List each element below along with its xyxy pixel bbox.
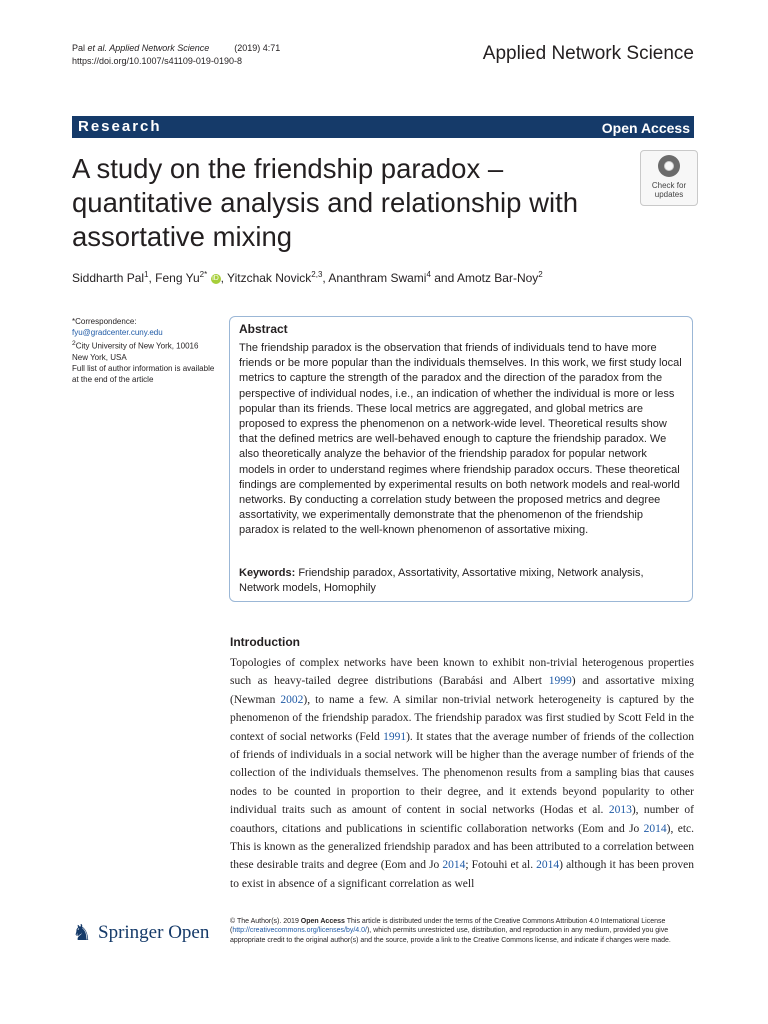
- citation-link[interactable]: 1991: [383, 730, 407, 743]
- keywords-list: Friendship paradox, Assortativity, Assortative mixing, Network analysis, Network models, Homophily: [239, 567, 644, 595]
- brand-open: Open: [163, 922, 210, 943]
- affiliation-line: New York, USA: [72, 352, 127, 362]
- body-text: ) although it has been proven to exist in absence of a significant correlation as well: [230, 859, 694, 890]
- badge-line1: Check for: [651, 181, 687, 190]
- author-name: Ananthram Swami: [328, 271, 427, 285]
- author-affiliation: 2,3: [311, 270, 323, 279]
- citation-link[interactable]: 2014: [536, 859, 560, 872]
- license-text: © The Author(s). 2019: [230, 918, 301, 925]
- author-name: Feng Yu: [155, 271, 200, 285]
- author-list: Siddharth Pal$^1$, Feng $Yu^{2*}$ iD , Yitzchak Novick$^{2,3}$, Ananthram Swami$^4$ and Amotz Bar-Noy$^2$: [72, 270, 543, 285]
- affiliation-line: City University of New York, 10016: [75, 341, 199, 351]
- body-text: Topologies of complex networks have been known to exhibit non-trivial heterogenous properties such as heavy-tailed degree distributions (Barabási and Albert: [230, 657, 694, 688]
- affiliation-number: 2: [72, 340, 76, 347]
- license-url-link[interactable]: http://creativecommons.org/licenses/by/4.0/: [232, 927, 367, 935]
- email-link[interactable]: fyu@gradcenter.cuny.edu: [72, 328, 163, 337]
- license-text: ), which permits unrestricted use, distribution, and reproduction in any medium, provided you give appropriate credit to the original author(s) and the source, provide a link to the Creative Commons license, and indicate if changes were made.: [230, 927, 671, 944]
- body-text: ). It states that the average number of friends of the collection of friends of individuals in a social network will be higher than the average number of friends of the collection of the individuals themselves. The phenomenon results from a sampling bias that causes nodes to be counted in proportion to their degree, and it extends beyond popularity to other individual traits such as amount of content in social networks (Hodas et al.: [230, 730, 695, 817]
- running-citation: [72, 42, 280, 68]
- correspondence-block: [72, 316, 222, 385]
- article-type-bar: [72, 116, 694, 138]
- citation-link[interactable]: 1999: [548, 675, 572, 688]
- body-text: ), to name a few. A similar non-trivial network heterogeneity is captured by the phenomenon of the friendship paradox. The friendship paradox was first studied by Scott Feld in the context of social networks (Feld: [230, 693, 695, 743]
- doi-link[interactable]: https://doi.org/10.1007/s41109-019-0190-8: [72, 56, 242, 66]
- journal-name: Applied Network Science: [482, 43, 694, 64]
- article-title: A study on the friendship paradox – quantitative analysis and relationship with assortative mixing: [72, 153, 578, 252]
- check-for-updates-badge[interactable]: [640, 150, 698, 206]
- orcid-icon[interactable]: iD: [212, 274, 219, 282]
- body-text: ), number of coauthors, citations and publications in scientific collaboration networks (Eom and Jo: [230, 804, 694, 835]
- article-type-label: Research: [78, 118, 162, 135]
- open-access-label: Open Access: [601, 120, 690, 136]
- abstract-text: The friendship paradox is the observation that friends of individuals tend to have more friends or be more popular than the individuals themselves. In this work, we first study local metrics to capture the strength of the paradox and the direction of the paradox from the perspective of individual nodes, i.e., an indication of whether the individual is more or less popular than its friends. These local metrics are aggregated, and global metrics are proposed to express the phenomenon on a network-wide level. Theoretical results show that the defined metrics are well-behaved enough to capture the friendship paradox. We also theoretically analyze the behavior of the friendship paradox for popular network models in order to understand regimes where friendship paradox occurs. These theoretical findings are complemented by experimental results on both network models and real-world networks. By conducting a correlation study between the proposed metrics and degree assortativity, we experimentally demonstrate that the phenomenon of the friendship paradox is related to the well-known phenomenon of assortative mixing.: [239, 342, 682, 537]
- body-text: ) and assortative mixing (Newman: [230, 675, 694, 706]
- springer-horse-icon: ♞: [72, 920, 92, 945]
- check-updates-icon-inner: [664, 161, 674, 171]
- springer-logo-text: [98, 922, 209, 944]
- author-name: and Amotz Bar-Noy: [434, 271, 539, 285]
- brand-springer: Springer: [98, 922, 164, 943]
- body-text: ; Fotouhi et al.: [465, 859, 537, 872]
- body-text: ), etc. This is known as the generalized friendship paradox and has been attributed to a correlation between these desirable traits and degree (Eom and Jo: [230, 822, 695, 872]
- cite-journal: Applied Network Science: [107, 43, 210, 53]
- check-updates-icon: [658, 155, 680, 177]
- author-affiliation: 2*: [199, 270, 208, 279]
- citation-link[interactable]: 2014: [643, 822, 667, 835]
- author-name: Siddharth Pal: [72, 271, 145, 285]
- author-info-note: Full list of author information is available at the end of the article: [72, 363, 215, 384]
- citation-link[interactable]: 2002: [280, 693, 304, 706]
- license-text: This article is distributed under the terms of the Creative Commons Attribution 4.0 International License (: [230, 918, 666, 935]
- license-notice: [230, 917, 694, 945]
- citation-link[interactable]: 2014: [442, 859, 466, 872]
- badge-line2: updates: [654, 190, 684, 199]
- cite-year: (2019) 4:71: [234, 43, 281, 53]
- cite-etal: et al.: [87, 43, 108, 53]
- introduction-heading: Introduction: [230, 635, 300, 649]
- author-name: Yitzchak Novick: [227, 271, 312, 285]
- keywords-label: Keywords:: [239, 567, 296, 579]
- author-affiliation: 1: [144, 270, 149, 279]
- author-affiliation: 2: [538, 270, 543, 279]
- cite-authors: Pal: [72, 43, 88, 53]
- license-open-access: Open Access: [300, 918, 345, 925]
- badge-label: [641, 181, 697, 199]
- citation-link[interactable]: 2013: [608, 804, 632, 817]
- keywords: [239, 566, 685, 596]
- correspondence-label: *Correspondence:: [72, 317, 137, 326]
- author-affiliation: 4: [426, 270, 431, 279]
- introduction-text: [230, 654, 694, 893]
- abstract-heading: Abstract: [239, 322, 288, 336]
